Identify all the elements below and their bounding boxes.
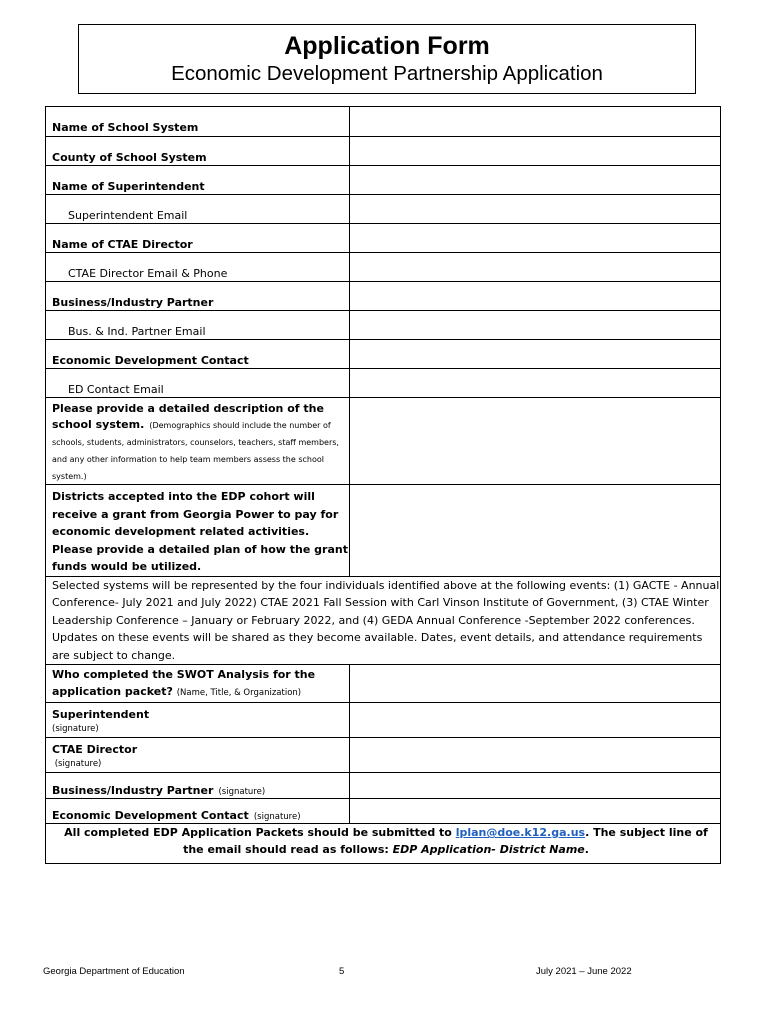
row-events: [46, 576, 721, 665]
label-ctae-director: Name of CTAE Director: [46, 224, 350, 253]
label-business-partner: Business/Industry Partner: [46, 282, 350, 311]
sig-superintendent-note: (signature): [52, 724, 99, 734]
application-form-table: [45, 106, 721, 864]
footer-page-number: 5: [339, 966, 345, 977]
row-business-email: [46, 311, 721, 340]
row-swot: [46, 665, 721, 703]
description-dot: .: [140, 418, 145, 431]
field-sig-ed[interactable]: [349, 799, 720, 824]
row-sig-ctae: [46, 738, 721, 773]
sig-superintendent-title: Superintendent: [52, 708, 150, 721]
row-school-system: [46, 107, 721, 137]
submit-subject-line: EDP Application- District Name: [392, 843, 585, 856]
field-sig-business[interactable]: [349, 773, 720, 799]
description-prompt: Please provide a detailed description of the school system: [52, 402, 324, 431]
row-sig-superintendent: [46, 703, 721, 738]
footer-date-range: July 2021 – June 2022: [536, 966, 632, 977]
sig-business-note: (signature): [218, 787, 266, 797]
page-title: Application Form: [284, 32, 490, 60]
submit-text-end: .: [584, 843, 589, 856]
sig-ctae-title: CTAE Director: [52, 743, 138, 756]
field-superintendent-email[interactable]: [349, 195, 720, 224]
label-sig-ctae: [46, 738, 350, 773]
field-ctae-contact[interactable]: [349, 253, 720, 282]
submit-text-before: All completed EDP Application Packets should be submitted to: [64, 826, 456, 839]
sig-business-title: Business/Industry Partner: [52, 784, 214, 797]
label-superintendent-email: Superintendent Email: [46, 195, 350, 224]
field-ed-contact[interactable]: [349, 340, 720, 369]
label-ctae-contact: CTAE Director Email & Phone: [46, 253, 350, 282]
field-ctae-director[interactable]: [349, 224, 720, 253]
title-box: [78, 24, 696, 94]
label-description: [46, 398, 350, 485]
label-county: County of School System: [46, 137, 350, 166]
row-business-partner: [46, 282, 721, 311]
label-ed-contact: Economic Development Contact: [46, 340, 350, 369]
row-county: [46, 137, 721, 166]
field-sig-ctae[interactable]: [349, 738, 720, 773]
submit-email-link[interactable]: lplan@doe.k12.ga.us: [455, 826, 586, 839]
row-superintendent: [46, 166, 721, 195]
submit-text-middle: . The subject line of the email should read as follows:: [183, 826, 708, 856]
sig-ed-note: (signature): [253, 812, 301, 822]
row-description: [46, 398, 721, 485]
row-superintendent-email: [46, 195, 721, 224]
footer-organization: Georgia Department of Education: [43, 966, 185, 977]
label-school-system: Name of School System: [46, 107, 350, 137]
field-description[interactable]: [349, 398, 720, 485]
row-ed-contact: [46, 340, 721, 369]
field-grant[interactable]: [349, 485, 720, 577]
row-ctae-contact: [46, 253, 721, 282]
field-school-system[interactable]: [349, 107, 720, 137]
label-grant: Districts accepted into the EDP cohort will receive a grant from Georgia Power to pay for economic development related activities. Please provide a detailed plan of how the grant funds would be utilized.: [46, 485, 350, 577]
swot-note: (Name, Title, & Organization): [176, 688, 302, 698]
label-business-email: Bus. & Ind. Partner Email: [46, 311, 350, 340]
label-sig-ed: [46, 799, 350, 824]
field-business-email[interactable]: [349, 311, 720, 340]
events-paragraph: Selected systems will be represented by the four individuals identified above at the following events: (1) GACTE - Annual Conference- July 2021 and July 2022) CTAE 2021 Fall Session with Carl Vinson Institute of Government, (3) CTAE Winter Leadership Conference – January or February 2022, and (4) GEDA Annual Conference -September 2022 conferences. Updates on these events will be shared as they become available. Dates, event details, and attendance requirements are subject to change.: [46, 576, 721, 665]
row-submit: [46, 824, 721, 864]
row-ctae-director: [46, 224, 721, 253]
swot-prompt: Who completed the SWOT Analysis for the application packet?: [52, 668, 316, 698]
label-ed-email: ED Contact Email: [46, 369, 350, 398]
submit-instructions: [46, 824, 721, 864]
row-grant: [46, 485, 721, 577]
row-sig-business: [46, 773, 721, 799]
field-sig-superintendent[interactable]: [349, 703, 720, 738]
label-swot: [46, 665, 350, 703]
label-sig-business: [46, 773, 350, 799]
label-superintendent: Name of Superintendent: [46, 166, 350, 195]
description-note: (Demographics should include the number of schools, students, administrators, counselors, teachers, staff members, and any other information to help team members assess the school system.): [52, 421, 339, 481]
page-subtitle: Economic Development Partnership Application: [171, 62, 603, 85]
row-ed-email: [46, 369, 721, 398]
sig-ctae-note: (signature): [52, 759, 102, 769]
label-sig-superintendent: [46, 703, 350, 738]
row-sig-ed: [46, 799, 721, 824]
field-business-partner[interactable]: [349, 282, 720, 311]
sig-ed-title: Economic Development Contact: [52, 809, 249, 822]
field-ed-email[interactable]: [349, 369, 720, 398]
field-swot[interactable]: [349, 665, 720, 703]
field-superintendent[interactable]: [349, 166, 720, 195]
field-county[interactable]: [349, 137, 720, 166]
